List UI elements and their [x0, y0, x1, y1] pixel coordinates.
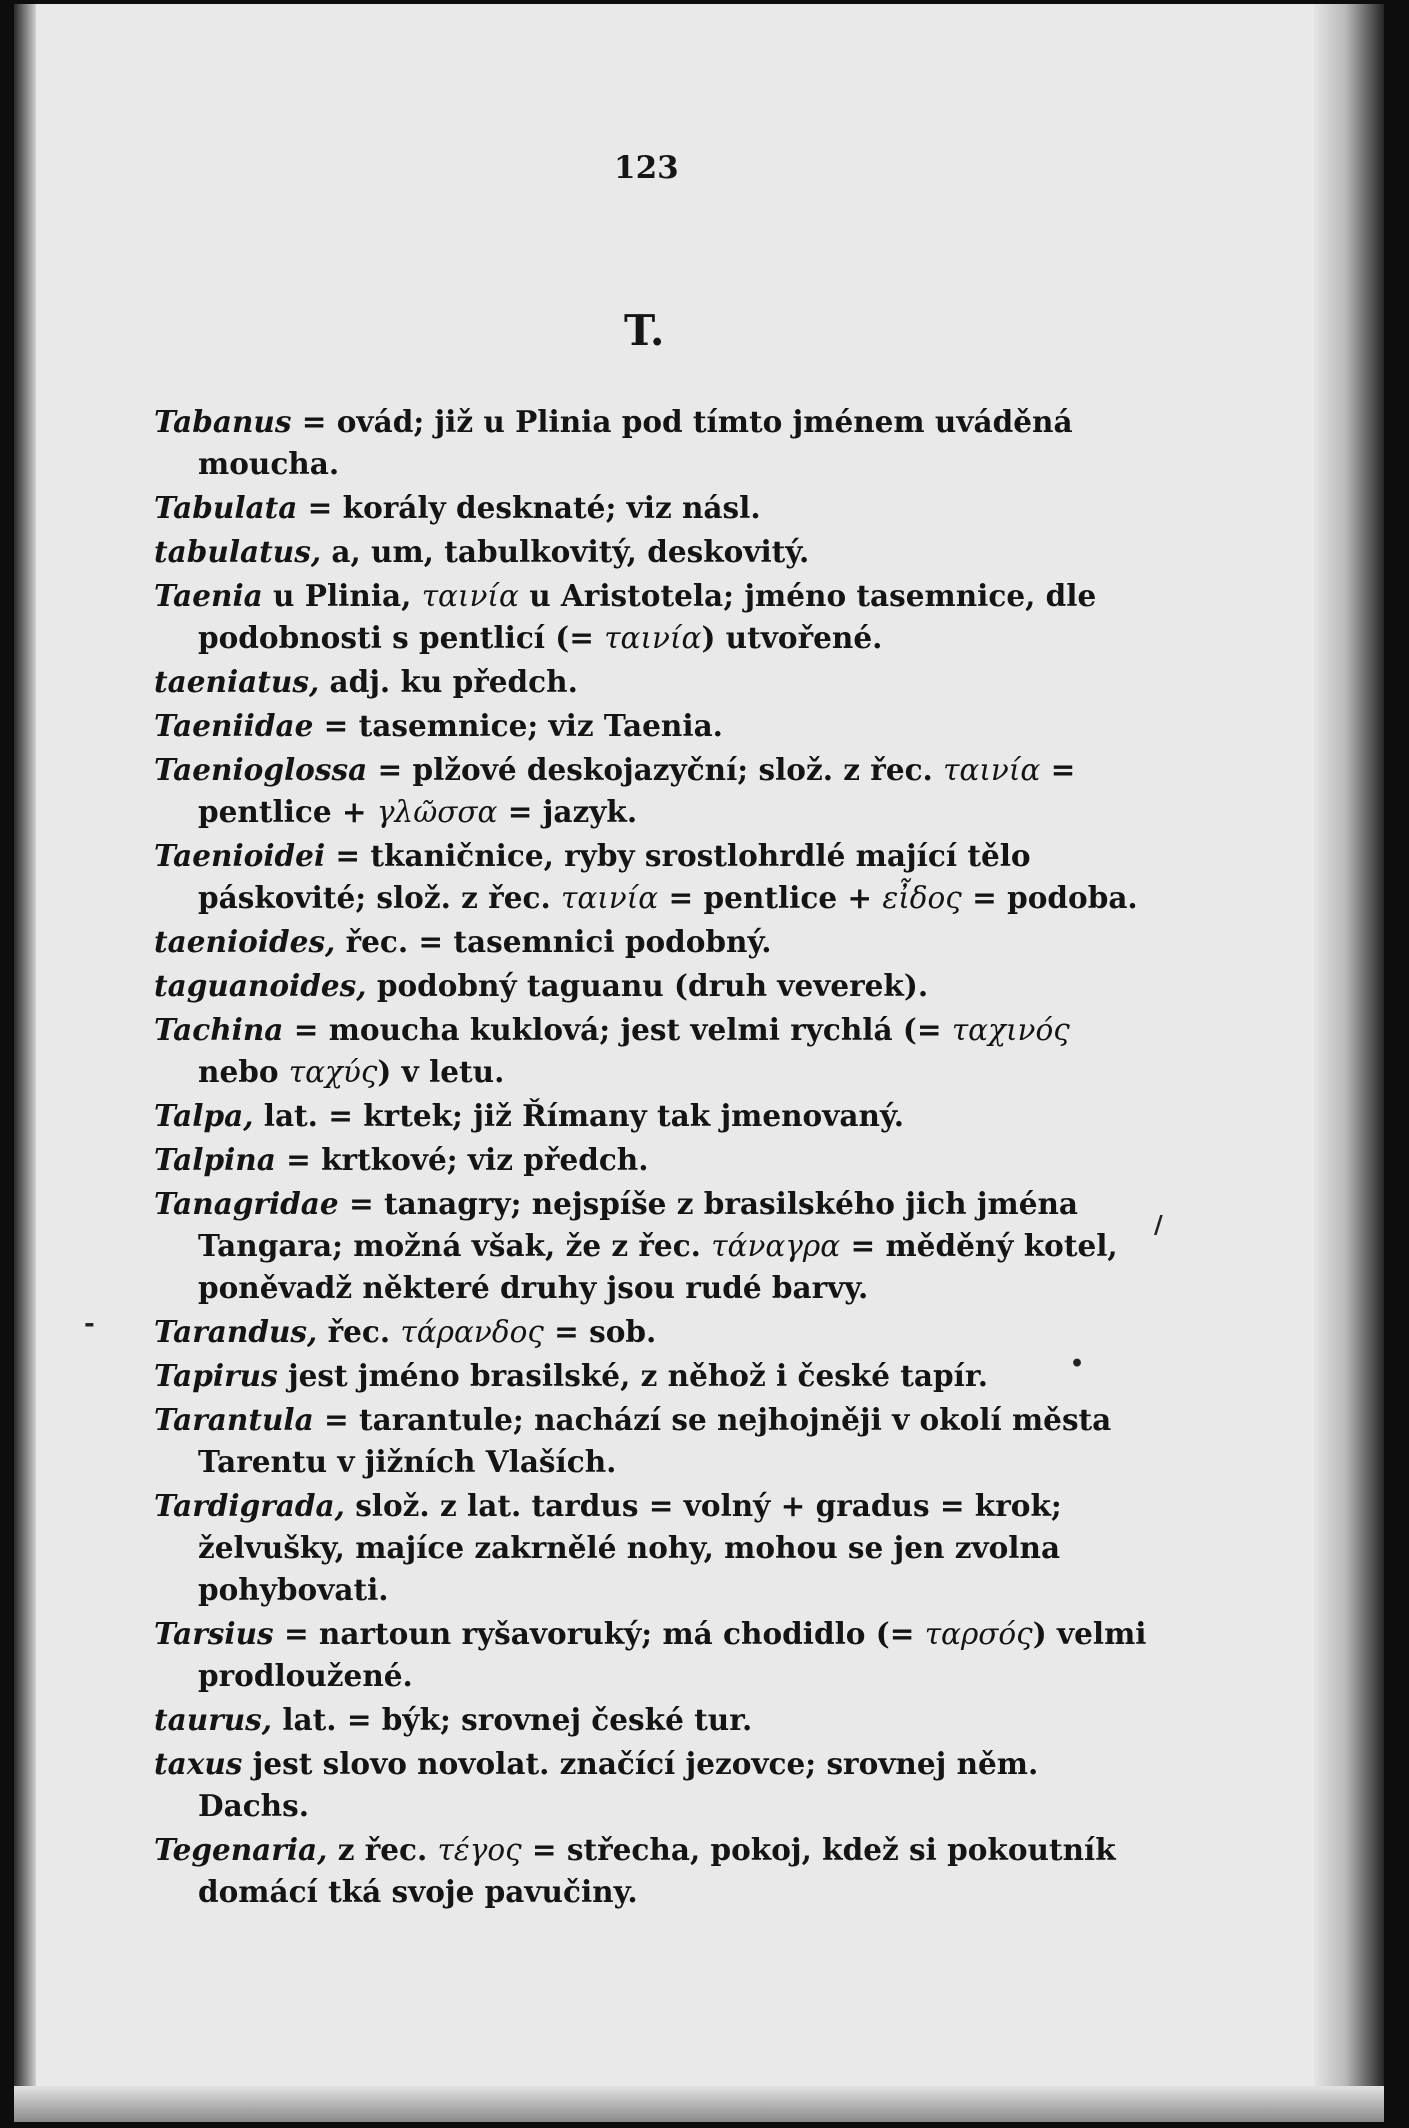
entry-text: ) utvořené. — [701, 620, 883, 655]
entry-greek-word: ταχύς — [288, 1055, 378, 1089]
entry-headword: tabulatus, — [154, 534, 322, 569]
entry-text: = jazyk. — [497, 794, 638, 829]
entry-text: řec. — [317, 1314, 401, 1349]
entry-text: lat. = býk; srovnej české tur. — [272, 1702, 753, 1737]
entry-text: ) velmi prodloužené. — [198, 1616, 1147, 1693]
entry-text: = střecha, pokoj, kdež si pokoutník domácí tká svoje pavučiny. — [198, 1832, 1116, 1909]
entry-text: = plžové deskojazyční; slož. z řec. — [367, 752, 944, 787]
margin-dash-mark: - — [84, 1309, 95, 1339]
entry-headword: Talpina — [154, 1142, 276, 1177]
entry-headword: Tarantula — [154, 1402, 314, 1437]
dictionary-entry — [154, 575, 1154, 659]
dictionary-entry — [154, 1743, 1154, 1827]
page-bottom-edge-shadow — [14, 2086, 1384, 2122]
page-right-edge-shadow — [1314, 4, 1384, 2122]
entry-text: = pentlice + — [198, 752, 1076, 829]
entry-greek-word: ταχινός — [951, 1013, 1070, 1047]
entry-text: = korály desknaté; viz násl. — [297, 490, 761, 525]
margin-dot-mark: • — [1070, 1351, 1085, 1377]
entry-greek-word: ταινία — [561, 881, 659, 915]
page-number: 123 — [614, 150, 679, 186]
dictionary-entries — [154, 401, 1154, 1915]
entry-text: adj. ku předch. — [319, 664, 578, 699]
entry-greek-word: τάρανδος — [400, 1315, 544, 1349]
dictionary-entry — [154, 661, 1154, 703]
entry-headword: taurus, — [154, 1702, 273, 1737]
entry-text: = tarantule; nachází se nejhojněji v okolí města Tarentu v jižních Vlaších. — [198, 1402, 1112, 1479]
entry-greek-word: τάναγρα — [711, 1229, 841, 1263]
entry-headword: taxus — [154, 1746, 243, 1781]
entry-text: řec. = tasemnici podobný. — [335, 924, 772, 959]
entry-greek-word: εἶδος — [882, 881, 962, 915]
entry-text: = moucha kuklová; jest velmi rychlá (= — [283, 1012, 952, 1047]
entry-greek-word: ταινία — [943, 753, 1041, 787]
dictionary-entry — [154, 921, 1154, 963]
entry-text: = tanagry; nejspíše z brasilského jich jména Tangara; možná však, že z řec. — [198, 1186, 1079, 1263]
entry-text: = ovád; již u Plinia pod tímto jménem uváděná moucha. — [198, 404, 1073, 481]
dictionary-entry — [154, 1485, 1154, 1611]
dictionary-entry — [154, 1095, 1154, 1137]
entry-text: = tasemnice; viz Taenia. — [313, 708, 723, 743]
entry-text: a, um, tabulkovitý, deskovitý. — [321, 534, 810, 569]
entry-text: podobný taguanu (druh veverek). — [366, 968, 929, 1003]
entry-text: lat. = krtek; již Římany tak jmenovaný. — [253, 1098, 904, 1133]
entry-text: slož. z lat. tardus = volný + gradus = krok; želvušky, majíce zakrnělé nohy, mohou se jen zvolna pohybovati. — [198, 1488, 1062, 1607]
entry-headword: Tarsius — [154, 1616, 274, 1651]
dictionary-entry — [154, 487, 1154, 529]
dictionary-entry — [154, 835, 1154, 919]
dictionary-entry — [154, 1183, 1154, 1309]
entry-headword: Tabulata — [154, 490, 298, 525]
entry-headword: Taenia — [154, 578, 263, 613]
dictionary-entry — [154, 401, 1154, 485]
entry-text: = krtkové; viz předch. — [275, 1142, 649, 1177]
entry-headword: Tachina — [154, 1012, 284, 1047]
entry-headword: Taenioidei — [154, 838, 326, 873]
entry-headword: taeniatus, — [154, 664, 320, 699]
dictionary-entry — [154, 1829, 1154, 1913]
entry-text: jest slovo novolat. značící jezovce; srovnej něm. Dachs. — [198, 1746, 1039, 1823]
entry-text: = měděný kotel, poněvadž některé druhy jsou rudé barvy. — [198, 1228, 1118, 1305]
entry-headword: taenioides, — [154, 924, 336, 959]
dictionary-entry — [154, 749, 1154, 833]
entry-text: z řec. — [327, 1832, 438, 1867]
entry-headword: Taeniidae — [154, 708, 314, 743]
dictionary-entry — [154, 1699, 1154, 1741]
entry-text: nebo — [198, 1054, 289, 1089]
entry-text: = nartoun ryšavoruký; má chodidlo (= — [273, 1616, 925, 1651]
dictionary-entry — [154, 1139, 1154, 1181]
dictionary-entry — [154, 1355, 1154, 1397]
section-letter-heading: T. — [624, 306, 665, 355]
dictionary-entry — [154, 965, 1154, 1007]
entry-text: u Aristotela; jméno tasemnice, dle podobnosti s pentlicí (= — [198, 578, 1097, 655]
entry-headword: taguanoides, — [154, 968, 367, 1003]
entry-greek-word: γλῶσσα — [376, 795, 498, 829]
dictionary-entry — [154, 531, 1154, 573]
book-page — [14, 4, 1384, 2122]
dictionary-entry — [154, 1613, 1154, 1697]
entry-headword: Talpa, — [154, 1098, 254, 1133]
entry-greek-word: ταρσός — [924, 1617, 1033, 1651]
entry-text: u Plinia, — [262, 578, 422, 613]
dictionary-entry — [154, 705, 1154, 747]
entry-headword: Tarandus, — [154, 1314, 318, 1349]
dictionary-entry — [154, 1311, 1154, 1353]
entry-text: = sob. — [543, 1314, 657, 1349]
entry-text: = podoba. — [961, 880, 1138, 915]
margin-stroke-mark: / — [1154, 1210, 1163, 1239]
entry-headword: Tardigrada, — [154, 1488, 345, 1523]
page-left-edge-shadow — [14, 4, 36, 2122]
entry-text: = pentlice + — [658, 880, 883, 915]
entry-greek-word: ταινία — [421, 579, 519, 613]
entry-headword: Tanagridae — [154, 1186, 339, 1221]
entry-headword: Tegenaria, — [154, 1832, 328, 1867]
entry-text: ) v letu. — [377, 1054, 505, 1089]
entry-headword: Tapirus — [154, 1358, 278, 1393]
entry-text: = tkaničnice, ryby srostlohrdlé mající tělo páskovité; slož. z řec. — [198, 838, 1031, 915]
dictionary-entry — [154, 1399, 1154, 1483]
entry-headword: Tabanus — [154, 404, 292, 439]
entry-headword: Taenioglossa — [154, 752, 368, 787]
dictionary-entry — [154, 1009, 1154, 1093]
entry-greek-word: ταινία — [604, 621, 702, 655]
entry-text: jest jméno brasilské, z něhož i české tapír. — [277, 1358, 988, 1393]
entry-greek-word: τέγος — [437, 1833, 522, 1867]
